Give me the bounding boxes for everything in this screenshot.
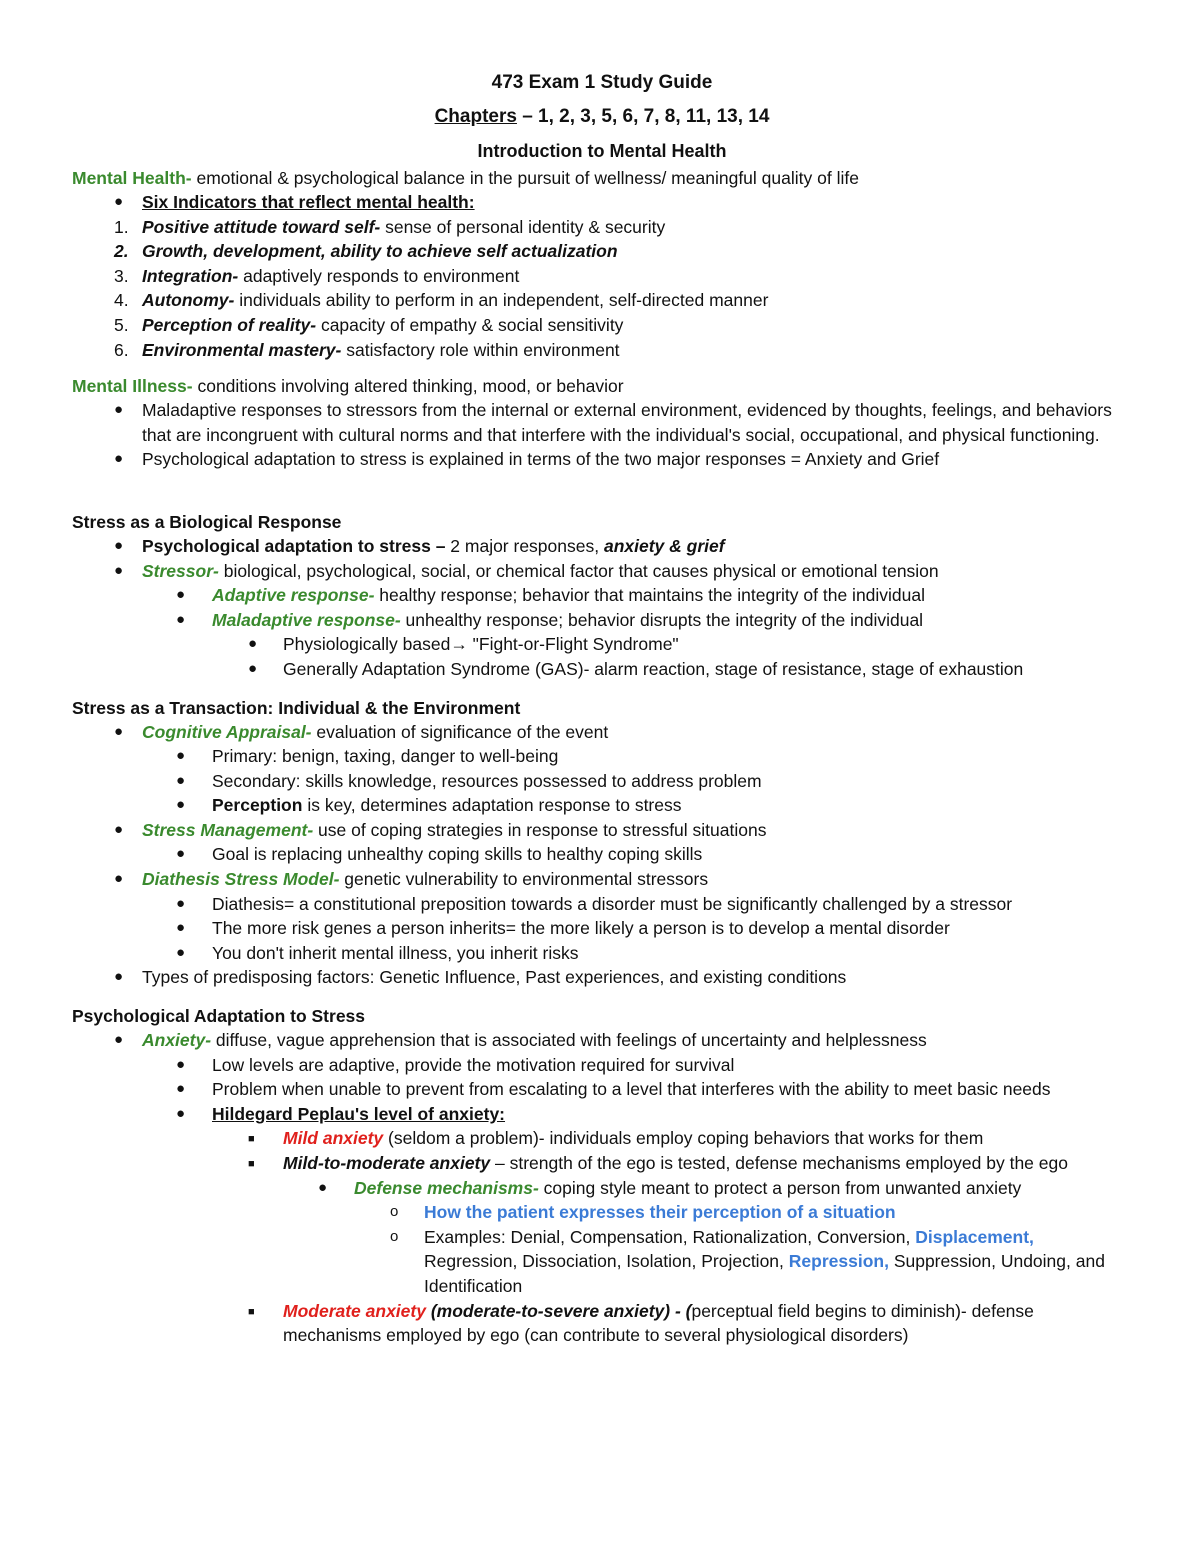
term: Cognitive Appraisal- xyxy=(142,721,312,742)
text: Suppression, Undoing, and Identification xyxy=(424,1251,1105,1296)
bullet-icon: ● xyxy=(176,610,186,628)
qualifier: (moderate-to-severe anxiety) - ( xyxy=(425,1300,692,1321)
term: Defense mechanisms- xyxy=(354,1177,539,1198)
term: Stressor- xyxy=(142,560,219,581)
label: Hildegard Peplau's level of anxiety: xyxy=(212,1103,506,1124)
document-page xyxy=(72,68,1132,1348)
list-item xyxy=(72,239,1132,264)
definition: – strength of the ego is tested, defense mechanisms employed by the ego xyxy=(490,1153,1068,1173)
list-item xyxy=(72,818,1132,843)
highlight: Displacement, xyxy=(915,1226,1034,1247)
text: Types of predisposing factors: Genetic Influence, Past experiences, and existing conditions xyxy=(142,967,847,988)
bullet-icon: ● xyxy=(114,401,124,419)
list-item xyxy=(72,1102,1132,1127)
list-item xyxy=(72,1299,1132,1348)
text: Examples: Denial, Compensation, Rationalization, Conversion, xyxy=(424,1226,916,1247)
definition: unhealthy response; behavior disrupts the integrity of the individual xyxy=(400,609,924,630)
square-bullet-icon: ■ xyxy=(248,1305,255,1318)
bullet-icon: ● xyxy=(248,659,258,677)
number: 2. xyxy=(114,241,129,262)
list-item xyxy=(72,657,1132,682)
bullet-icon: ● xyxy=(176,747,186,765)
list-item xyxy=(72,744,1132,769)
bullet-icon: ● xyxy=(114,1031,124,1049)
circle-bullet-icon: o xyxy=(390,1203,399,1221)
number: 6. xyxy=(114,339,129,360)
list-item xyxy=(72,1225,1132,1299)
definition: genetic vulnerability to environmental stressors xyxy=(339,869,709,890)
text: Low levels are adaptive, provide the motivation required for survival xyxy=(212,1054,735,1075)
list-item xyxy=(72,632,1132,657)
text: 2 major responses, xyxy=(445,535,604,556)
list-item xyxy=(72,867,1132,892)
text: Goal is replacing unhealthy coping skills to healthy coping skills xyxy=(212,844,703,865)
bullet-icon: ● xyxy=(176,771,186,789)
definition: (seldom a problem)- individuals employ coping behaviors that works for them xyxy=(383,1128,984,1149)
bullet-icon: ● xyxy=(114,450,124,468)
definition: healthy response; behavior that maintains the integrity of the individual xyxy=(374,585,926,606)
list-item xyxy=(72,720,1132,745)
emphasis: anxiety & grief xyxy=(603,535,725,556)
term: Autonomy- xyxy=(142,290,235,311)
text: Generally Adaptation Syndrome (GAS)- alarm reaction, stage of resistance, stage of exhaustion xyxy=(283,658,1024,679)
term: Perception xyxy=(212,795,303,816)
bullet-icon: ● xyxy=(318,1178,328,1196)
chapters-list: – 1, 2, 3, 5, 6, 7, 8, 11, 13, 14 xyxy=(516,106,770,127)
list-item xyxy=(72,842,1132,867)
definition: biological, psychological, social, or chemical factor that causes physical or emotional tension xyxy=(218,560,939,581)
list-item xyxy=(72,1176,1132,1201)
term: Environmental mastery- xyxy=(142,339,342,360)
term: Adaptive response- xyxy=(212,585,375,606)
list-item xyxy=(72,215,1132,240)
definition: use of coping strategies in response to stressful situations xyxy=(313,819,767,840)
term: Mild anxiety xyxy=(283,1128,384,1149)
definition: conditions involving altered thinking, mood, or behavior xyxy=(192,376,624,397)
text: Maladaptive responses to stressors from the internal or external environment, evidenced by thoughts, feelings, and behaviors that are incongruent with cultural norms and that interfere with the individual's social, occupational, and physical functioning. xyxy=(142,400,1112,445)
highlight: Repression, xyxy=(788,1251,889,1272)
bullet-icon: ● xyxy=(176,894,186,912)
bullet-icon: ● xyxy=(114,536,124,554)
text: The more risk genes a person inherits= the more likely a person is to develop a mental disorder xyxy=(212,918,950,939)
term: Positive attitude toward self- xyxy=(142,216,381,237)
bullet-icon: ● xyxy=(176,919,186,937)
bullet-icon: ● xyxy=(176,1080,186,1098)
list-item xyxy=(72,1053,1132,1078)
bullet-icon: ● xyxy=(176,586,186,604)
section-heading: Stress as a Biological Response xyxy=(72,511,342,532)
term: Mild-to-moderate anxiety xyxy=(283,1153,491,1173)
label: Six Indicators that reflect mental health: xyxy=(142,192,475,212)
bullet-icon: ● xyxy=(176,1055,186,1073)
bullet-icon: ● xyxy=(114,870,124,888)
indicators-heading xyxy=(72,190,1132,215)
list-item xyxy=(72,892,1132,917)
term: Integration- xyxy=(142,265,239,286)
text: Problem when unable to prevent from escalating to a level that interferes with the ability to meet basic needs xyxy=(212,1079,1051,1100)
list-item xyxy=(72,608,1132,633)
definition: satisfactory role within environment xyxy=(341,339,620,360)
list-item xyxy=(72,769,1132,794)
bullet-icon: ● xyxy=(114,193,124,210)
bullet-icon: ● xyxy=(248,635,258,653)
bullet-icon: ● xyxy=(176,845,186,863)
text: Diathesis= a constitutional preposition towards a disorder must be significantly challenged by a stressor xyxy=(212,893,1013,914)
bullet-icon: ● xyxy=(176,943,186,961)
number: 3. xyxy=(114,265,129,286)
term: Perception of reality- xyxy=(142,314,317,335)
list-item xyxy=(72,793,1132,818)
term: Stress Management- xyxy=(142,819,314,840)
text: Psychological adaptation to stress is explained in terms of the two major responses = Anxiety and Grief xyxy=(142,449,940,470)
definition: diffuse, vague apprehension that is associated with feelings of uncertainty and helplessness xyxy=(211,1030,927,1051)
bullet-icon: ● xyxy=(176,796,186,814)
term: Anxiety- xyxy=(142,1030,212,1051)
list-item xyxy=(72,941,1132,966)
section-heading: Stress as a Transaction: Individual & the Environment xyxy=(72,697,521,718)
square-bullet-icon: ■ xyxy=(248,1133,255,1146)
list-item xyxy=(72,1126,1132,1151)
mental-health-definition xyxy=(72,166,1132,190)
bullet-icon: ● xyxy=(176,1104,186,1122)
definition: individuals ability to perform in an independent, self-directed manner xyxy=(234,290,769,311)
term: Mental Health- xyxy=(72,168,192,188)
square-bullet-icon: ■ xyxy=(248,1158,255,1170)
term: Mental Illness- xyxy=(72,376,193,397)
list-item xyxy=(72,583,1132,608)
chapters-label: Chapters xyxy=(434,106,517,127)
definition: coping style meant to protect a person from unwanted anxiety xyxy=(538,1177,1022,1198)
term: Growth, development, ability to achieve self actualization xyxy=(142,241,618,262)
definition: evaluation of significance of the event xyxy=(311,721,609,742)
list-item xyxy=(72,965,1132,990)
bullet-icon: ● xyxy=(114,968,124,986)
circle-bullet-icon: o xyxy=(390,1227,399,1245)
number: 4. xyxy=(114,290,129,311)
list-item xyxy=(72,447,1132,472)
document-title: 473 Exam 1 Study Guide xyxy=(491,72,713,93)
definition: capacity of empathy & social sensitivity xyxy=(316,314,624,335)
list-item xyxy=(72,338,1132,363)
intro-heading: Introduction to Mental Health xyxy=(477,141,727,161)
list-item xyxy=(72,313,1132,338)
bullet-icon: ● xyxy=(114,722,124,740)
definition: is key, determines adaptation response to stress xyxy=(302,795,682,816)
bullet-icon: ● xyxy=(114,820,124,838)
text: Primary: benign, taxing, danger to well-being xyxy=(212,746,559,767)
number: 1. xyxy=(114,216,129,237)
list-item xyxy=(72,264,1132,289)
text: How the patient expresses their perception of a situation xyxy=(424,1202,896,1223)
list-item xyxy=(72,398,1132,447)
term: Moderate anxiety xyxy=(283,1300,426,1321)
term: Maladaptive response- xyxy=(212,609,401,630)
section-heading: Psychological Adaptation to Stress xyxy=(72,1006,366,1027)
list-item xyxy=(72,1028,1132,1053)
list-item xyxy=(72,288,1132,313)
text: You don't inherit mental illness, you inherit risks xyxy=(212,942,579,963)
definition: adaptively responds to environment xyxy=(238,265,520,286)
definition: emotional & psychological balance in the pursuit of wellness/ meaningful quality of life xyxy=(191,168,859,188)
list-item xyxy=(72,1200,1132,1225)
text: Regression, Dissociation, Isolation, Projection, xyxy=(424,1251,789,1272)
definition: sense of personal identity & security xyxy=(380,216,666,237)
list-item xyxy=(72,1077,1132,1102)
list-item xyxy=(72,559,1132,584)
bullet-icon: ● xyxy=(114,561,124,579)
definition: perceptual field begins to diminish)- defense mechanisms employed by ego (can contribute to several physiological disorders) xyxy=(283,1300,1034,1346)
term: Psychological adaptation to stress – xyxy=(142,535,446,556)
mental-illness-definition xyxy=(72,374,1132,398)
chapters-line xyxy=(72,102,1132,132)
text: Secondary: skills knowledge, resources possessed to address problem xyxy=(212,770,762,791)
list-item xyxy=(72,534,1132,559)
list-item xyxy=(72,1151,1132,1176)
text: Physiologically based→ "Fight-or-Flight Syndrome" xyxy=(283,634,679,655)
number: 5. xyxy=(114,314,129,335)
term: Diathesis Stress Model- xyxy=(142,869,340,890)
list-item xyxy=(72,916,1132,941)
